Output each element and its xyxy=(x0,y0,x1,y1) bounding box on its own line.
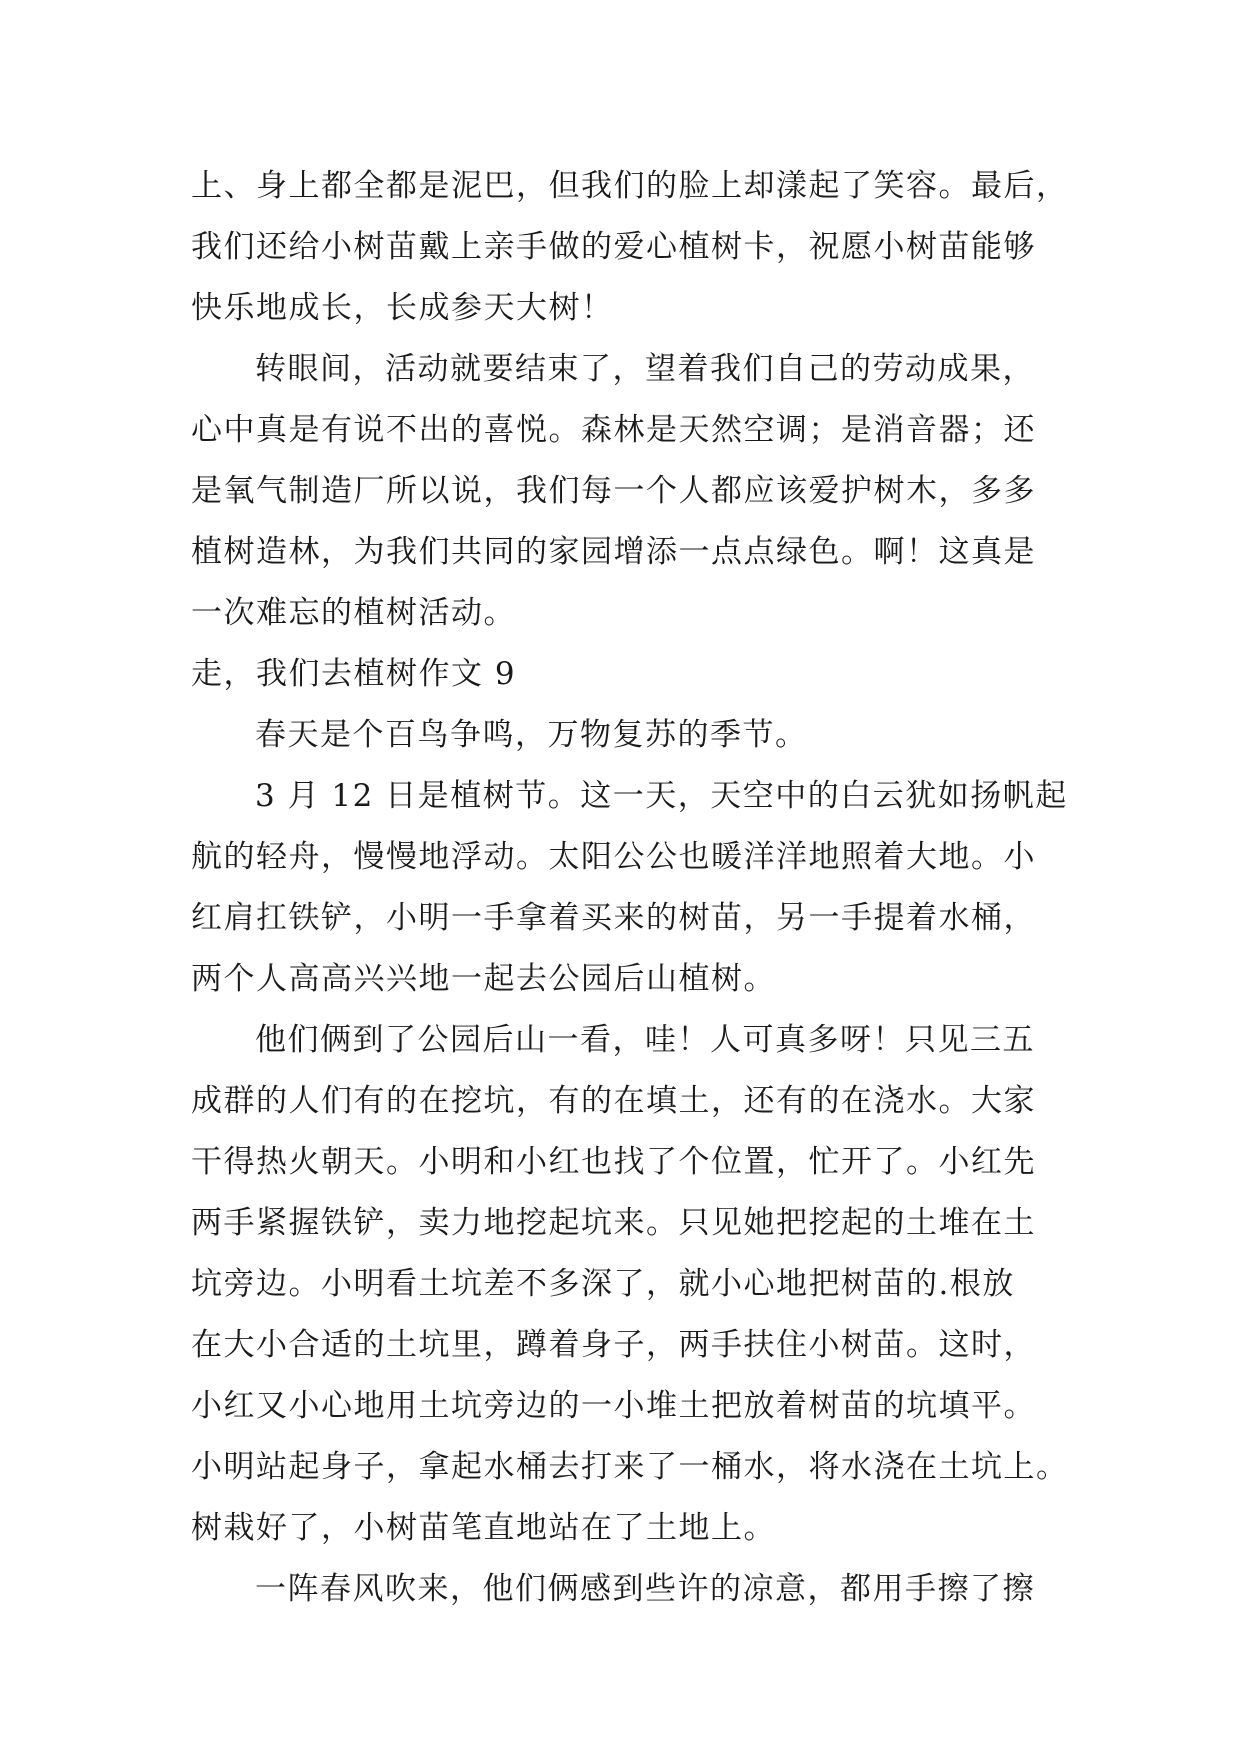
text-line: 快乐地成长，长成参天大树！ xyxy=(191,290,614,326)
text-line: 在大小合适的土坑里，蹲着身子，两手扶住小树苗。这时， xyxy=(191,1327,1036,1363)
text-line: 春天是个百鸟争鸣，万物复苏的季节。 xyxy=(255,717,808,753)
text-line: 一次难忘的植树活动。 xyxy=(191,595,516,631)
text-line: 转眼间，活动就要结束了，望着我们自己的劳动成果， xyxy=(255,351,1035,387)
text-line: 3 月 12 日是植树节。这一天，天空中的白云犹如扬帆起 xyxy=(255,778,1068,814)
text-line: 我们还给小树苗戴上亲手做的爱心植树卡，祝愿小树苗能够 xyxy=(191,229,1036,265)
text-line: 植树造林，为我们共同的家园增添一点点绿色。啊！这真是 xyxy=(191,534,1036,570)
section-heading: 走，我们去植树作文 9 xyxy=(191,656,517,692)
text-line: 两手紧握铁铲，卖力地挖起坑来。只见她把挖起的土堆在土 xyxy=(191,1205,1036,1241)
text-line: 小明站起身子，拿起水桶去打来了一桶水，将水浇在土坑上。 xyxy=(191,1449,1069,1485)
text-line: 红肩扛铁铲，小明一手拿着买来的树苗，另一手提着水桶， xyxy=(191,900,1036,936)
text-line: 坑旁边。小明看土坑差不多深了，就小心地把树苗的.根放 xyxy=(191,1266,1015,1302)
text-line: 航的轻舟，慢慢地浮动。太阳公公也暖洋洋地照着大地。小 xyxy=(191,839,1036,875)
text-line: 是氧气制造厂所以说，我们每一个人都应该爱护树木，多多 xyxy=(191,473,1036,509)
text-line: 两个人高高兴兴地一起去公园后山植树。 xyxy=(191,961,776,997)
text-line: 他们俩到了公园后山一看，哇！人可真多呀！只见三五 xyxy=(255,1022,1035,1058)
text-line: 上、身上都全都是泥巴，但我们的脸上却漾起了笑容。最后， xyxy=(191,168,1069,204)
text-line: 干得热火朝天。小明和小红也找了个位置，忙开了。小红先 xyxy=(191,1144,1036,1180)
document-body xyxy=(191,156,1071,1620)
text-line: 心中真是有说不出的喜悦。森林是天然空调；是消音器；还 xyxy=(191,412,1036,448)
text-line: 成群的人们有的在挖坑，有的在填土，还有的在浇水。大家 xyxy=(191,1083,1036,1119)
text-line: 小红又小心地用土坑旁边的一小堆土把放着树苗的坑填平。 xyxy=(191,1388,1036,1424)
text-line: 一阵春风吹来，他们俩感到些许的凉意，都用手擦了擦 xyxy=(255,1571,1035,1607)
text-line: 树栽好了，小树苗笔直地站在了土地上。 xyxy=(191,1510,776,1546)
